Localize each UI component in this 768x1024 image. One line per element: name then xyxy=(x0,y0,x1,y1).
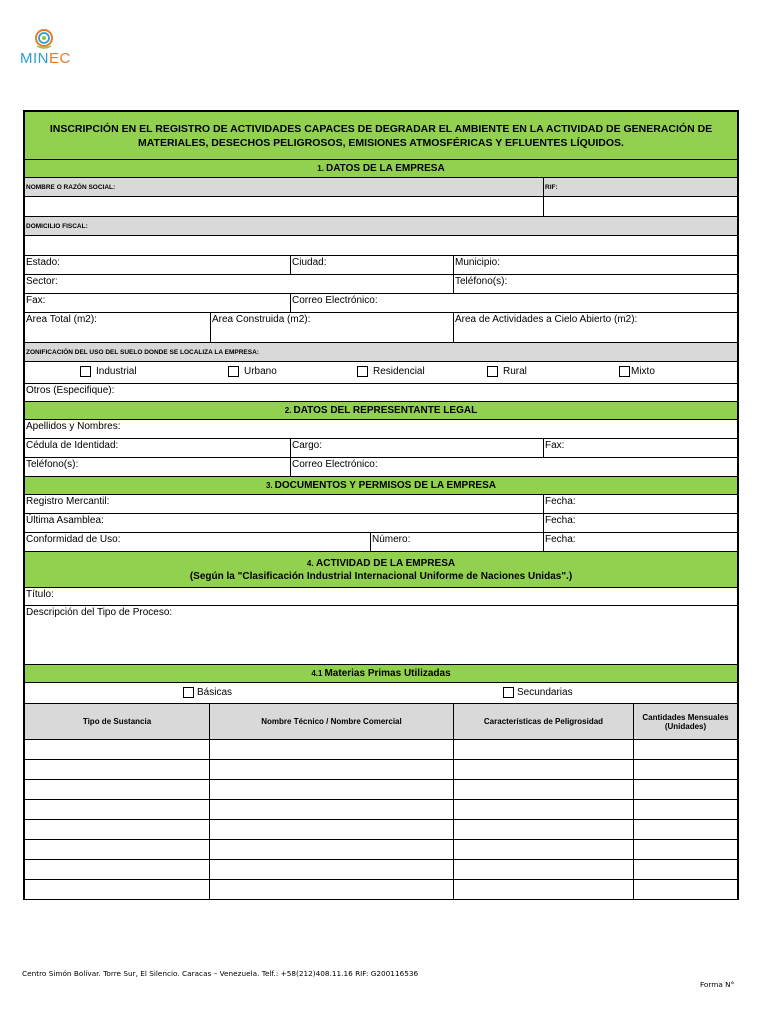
razon-social-label: NOMBRE O RAZÓN SOCIAL: xyxy=(25,178,544,196)
cedula-field[interactable]: Cédula de Identidad: xyxy=(25,439,291,457)
table-cell[interactable] xyxy=(210,780,454,799)
cargo-field[interactable]: Cargo: xyxy=(291,439,544,457)
table-cell[interactable] xyxy=(210,740,454,759)
table-cell[interactable] xyxy=(210,800,454,819)
table-cell[interactable] xyxy=(210,880,454,899)
empresa-correo-field[interactable]: Correo Electrónico: xyxy=(292,295,378,306)
apellidos-nombres-field[interactable]: Apellidos y Nombres: xyxy=(26,421,121,432)
table-cell[interactable] xyxy=(25,860,210,879)
registration-form xyxy=(23,110,739,900)
municipio-field[interactable]: Municipio: xyxy=(455,257,501,268)
table-cell[interactable] xyxy=(454,780,634,799)
materias-table-body xyxy=(25,740,737,900)
checkbox-icon[interactable] xyxy=(357,366,368,377)
conformidad-uso-field[interactable]: Conformidad de Uso: xyxy=(25,533,371,551)
table-cell[interactable] xyxy=(210,820,454,839)
ultima-asamblea-field[interactable]: Última Asamblea: xyxy=(25,514,544,532)
table-cell[interactable] xyxy=(25,740,210,759)
checkbox-icon[interactable] xyxy=(503,687,514,698)
zona-rural-option[interactable]: Rural xyxy=(487,366,527,377)
section-3-header: 3. DOCUMENTOS Y PERMISOS DE LA EMPRESA xyxy=(25,477,737,494)
representante-fax-field[interactable]: Fax: xyxy=(545,440,565,451)
footer-address: Centro Simón Bolívar. Torre Sur, El Silencio. Caracas – Venezuela. Telf.: +58(212)408.11.16 RIF: G200116536 xyxy=(22,969,419,978)
asamblea-fecha-field[interactable]: Fecha: xyxy=(545,515,576,526)
table-cell[interactable] xyxy=(634,820,737,839)
table-cell[interactable] xyxy=(25,800,210,819)
sector-field[interactable]: Sector: xyxy=(25,275,454,293)
checkbox-icon[interactable] xyxy=(619,366,630,377)
estado-field[interactable]: Estado: xyxy=(25,256,291,274)
area-total-field[interactable]: Area Total (m2): xyxy=(25,313,211,342)
registro-fecha-field[interactable]: Fecha: xyxy=(545,496,576,507)
table-row xyxy=(25,840,737,860)
descripcion-proceso-field[interactable]: Descripción del Tipo de Proceso: xyxy=(26,607,173,618)
domicilio-field[interactable] xyxy=(25,236,737,255)
checkbox-icon[interactable] xyxy=(183,687,194,698)
table-cell[interactable] xyxy=(454,860,634,879)
table-cell[interactable] xyxy=(634,780,737,799)
col-cantidades: Cantidades Mensuales (Unidades) xyxy=(634,704,737,739)
table-cell[interactable] xyxy=(210,760,454,779)
col-peligrosidad: Características de Peligrosidad xyxy=(454,704,634,739)
table-cell[interactable] xyxy=(634,740,737,759)
logo-text: MINEC xyxy=(20,50,71,67)
table-cell[interactable] xyxy=(25,760,210,779)
table-cell[interactable] xyxy=(454,840,634,859)
titulo-field[interactable]: Título: xyxy=(26,589,54,600)
representante-correo-field[interactable]: Correo Electrónico: xyxy=(292,459,378,470)
empresa-fax-field[interactable]: Fax: xyxy=(25,294,291,312)
table-cell[interactable] xyxy=(210,840,454,859)
zonificacion-label: ZONIFICACIÓN DEL USO DEL SUELO DONDE SE LOCALIZA LA EMPRESA: xyxy=(25,343,737,361)
rif-label: RIF: xyxy=(544,178,737,196)
area-cielo-abierto-field[interactable]: Area de Actividades a Cielo Abierto (m2): xyxy=(455,314,638,325)
zona-industrial-option[interactable]: Industrial xyxy=(80,366,137,377)
table-row xyxy=(25,860,737,880)
table-row xyxy=(25,780,737,800)
table-cell[interactable] xyxy=(634,880,737,899)
table-cell[interactable] xyxy=(454,800,634,819)
conformidad-fecha-field[interactable]: Fecha: xyxy=(545,534,576,545)
table-cell[interactable] xyxy=(634,860,737,879)
rif-field[interactable] xyxy=(544,197,737,216)
conformidad-numero-field[interactable]: Número: xyxy=(371,533,544,551)
secundarias-option[interactable]: Secundarias xyxy=(503,687,573,698)
table-cell[interactable] xyxy=(634,800,737,819)
area-construida-field[interactable]: Area Construida (m2): xyxy=(211,313,454,342)
basicas-option[interactable]: Básicas xyxy=(183,687,232,698)
swirl-logo-icon xyxy=(33,28,59,50)
section-4-subtitle: (Según la "Clasificación Industrial Internacional Uniforme de Naciones Unidas".) xyxy=(189,570,573,582)
table-row xyxy=(25,820,737,840)
domicilio-label: DOMICILIO FISCAL: xyxy=(25,217,737,235)
section-1-header: 1. DATOS DE LA EMPRESA xyxy=(25,160,737,177)
minec-logo xyxy=(18,28,74,68)
form-number-label: Forma N° xyxy=(700,980,735,989)
otros-field[interactable]: Otros (Especifique): xyxy=(26,385,115,396)
table-cell[interactable] xyxy=(25,820,210,839)
zona-mixto-option[interactable]: Mixto xyxy=(619,366,655,377)
materias-table-header xyxy=(25,704,737,740)
section-4-1-header: 4.1 Materias Primas Utilizadas xyxy=(25,665,737,682)
razon-social-field[interactable] xyxy=(25,197,544,216)
table-cell[interactable] xyxy=(634,840,737,859)
table-cell[interactable] xyxy=(454,820,634,839)
zona-urbano-option[interactable]: Urbano xyxy=(228,366,277,377)
table-cell[interactable] xyxy=(210,860,454,879)
table-cell[interactable] xyxy=(454,760,634,779)
section-2-header: 2. DATOS DEL REPRESENTANTE LEGAL xyxy=(25,402,737,419)
table-row xyxy=(25,800,737,820)
representante-telefonos-field[interactable]: Teléfono(s): xyxy=(25,458,291,476)
section-4-header: 4. ACTIVIDAD DE LA EMPRESA (Según la "Clasificación Industrial Internacional Uniforme de Naciones Unidas".) xyxy=(25,552,737,587)
checkbox-icon[interactable] xyxy=(80,366,91,377)
form-title: INSCRIPCIÓN EN EL REGISTRO DE ACTIVIDADES CAPACES DE DEGRADAR EL AMBIENTE EN LA ACTIVIDAD DE GENERACIÓN DE MATERIALES, DESECHOS PELIGROSOS, EMISIONES ATMOSFÉRICAS Y EFLUENTES LÍQUIDOS. xyxy=(25,112,737,159)
table-row xyxy=(25,760,737,780)
ciudad-field[interactable]: Ciudad: xyxy=(291,256,454,274)
table-cell[interactable] xyxy=(25,880,210,899)
checkbox-icon[interactable] xyxy=(487,366,498,377)
col-tipo-sustancia: Tipo de Sustancia xyxy=(25,704,210,739)
registro-mercantil-field[interactable]: Registro Mercantil: xyxy=(25,495,544,513)
checkbox-icon[interactable] xyxy=(228,366,239,377)
table-cell[interactable] xyxy=(634,760,737,779)
col-nombre-tecnico: Nombre Técnico / Nombre Comercial xyxy=(210,704,454,739)
zona-residencial-option[interactable]: Residencial xyxy=(357,366,425,377)
table-row xyxy=(25,740,737,760)
table-cell[interactable] xyxy=(25,780,210,799)
table-row xyxy=(25,880,737,900)
table-cell[interactable] xyxy=(25,840,210,859)
empresa-telefonos-field[interactable]: Teléfono(s): xyxy=(455,276,508,287)
table-cell[interactable] xyxy=(454,740,634,759)
table-cell[interactable] xyxy=(454,880,634,899)
